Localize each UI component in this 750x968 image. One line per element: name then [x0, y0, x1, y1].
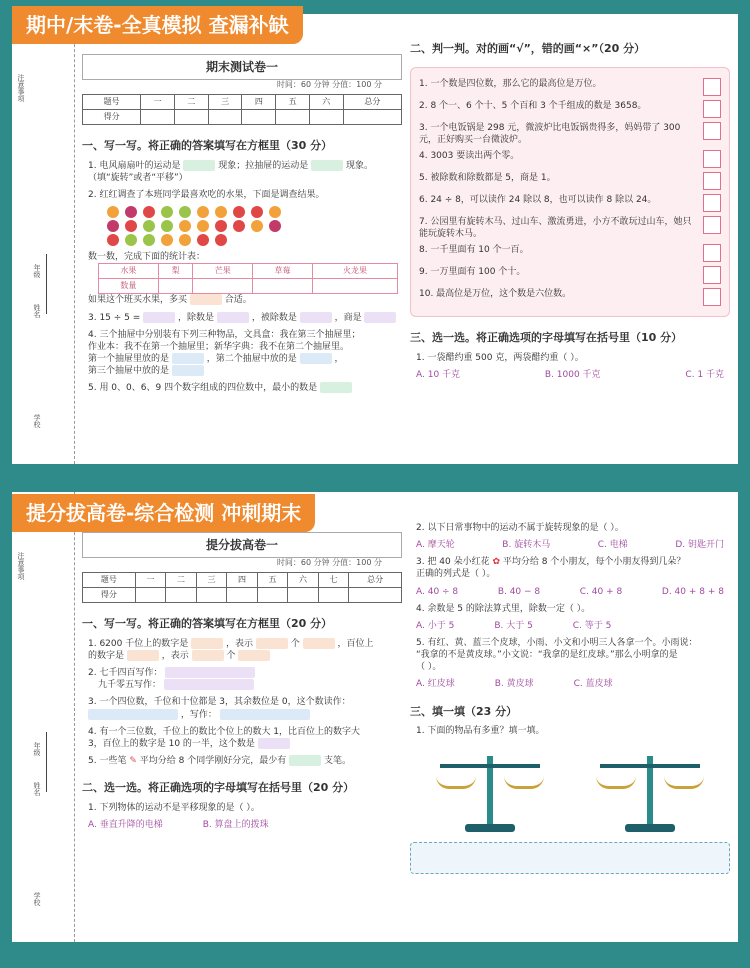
fruit-icon [215, 220, 227, 232]
question-text: 个 [226, 650, 236, 661]
binding-margin [12, 492, 75, 942]
judge-item [419, 122, 721, 146]
score-header-cell: 一 [135, 572, 166, 587]
fruit-icon [197, 234, 209, 246]
grade-label: 年级 [33, 742, 41, 756]
left-column [82, 492, 402, 836]
choice-option[interactable]: A. 小于 5 [416, 620, 455, 631]
fruit-row-label: 数量 [99, 279, 159, 294]
answer-blank[interactable] [220, 709, 310, 720]
answer-blank[interactable] [172, 365, 204, 376]
question-text: 个 [290, 638, 300, 649]
question-text: 现象。 [345, 160, 373, 171]
question-3 [88, 312, 402, 324]
margin-line [46, 254, 47, 314]
question-text: 2. 七千四百写作： [88, 668, 163, 679]
question-text: 第三个抽屉中放的是 [88, 366, 170, 377]
banner-top: 期中/末卷-全真模拟 查漏补缺 [12, 6, 303, 44]
score-header-cell: 总分 [349, 572, 402, 587]
score-table [82, 94, 402, 125]
score-cell[interactable] [257, 587, 288, 602]
question-text: 作业本：我不在第一个抽屉里；新华字典：我不在第二个抽屉里。 [88, 341, 350, 352]
question-text: 3. 15 ÷ 5 = [88, 312, 141, 323]
answer-blank[interactable] [289, 755, 321, 766]
choice-option[interactable]: B. 黄皮球 [494, 679, 534, 690]
score-header-cell: 四 [242, 94, 276, 109]
answer-blank[interactable] [303, 638, 335, 649]
question-text: ，第二个抽屉中放的是 [206, 353, 297, 364]
score-cell[interactable] [196, 587, 227, 602]
choice-option[interactable]: C. 40 + 8 [579, 586, 623, 597]
answer-blank[interactable] [127, 650, 159, 661]
score-cell[interactable] [276, 109, 310, 124]
fruit-icon [251, 220, 263, 232]
fruit-icon [233, 206, 245, 218]
choice-question-4: 4. 余数是 5 的除法算式里，除数一定（ ）。 [416, 603, 591, 614]
question-text: 5. 有红、黄、蓝三个皮球，小雨、小文和小明三人各拿一个。小雨说： [416, 637, 698, 648]
section-heading: 一、写一写。将正确的答案填写在方框里（20 分） [82, 616, 333, 630]
choice-option[interactable]: C. 电梯 [597, 540, 628, 551]
question-hint: （填“旋转”或者“平移”） [88, 172, 188, 183]
judge-text: 1. 一个数是四位数，那么它的最高位是万位。 [419, 78, 602, 89]
fruit-icon [179, 234, 191, 246]
fruit-icon [161, 206, 173, 218]
name-label: 姓名 [33, 304, 41, 318]
fruit-icon [269, 206, 281, 218]
pencil-icon: ✎ [129, 755, 137, 766]
fruit-icon [179, 206, 191, 218]
judge-text: 3. 一个电饭锅是 298 元，微波炉比电饭锅贵得多，妈妈带了 300 元，正好购买一台微波炉。 [419, 122, 681, 145]
right-column [410, 14, 730, 387]
question-text: 1. 电风扇扇叶的运动是 [88, 160, 181, 171]
judge-item [419, 288, 721, 306]
score-cell[interactable] [349, 587, 402, 602]
question-text: 平均分给 8 个小朋友，每个小朋友得到几朵？ [502, 557, 686, 568]
choice-option[interactable]: B. 大于 5 [494, 620, 533, 631]
fruit-icon [125, 220, 137, 232]
score-row-label: 得分 [83, 587, 136, 602]
fruit-icon [233, 220, 245, 232]
fruit-count-cell[interactable] [313, 279, 398, 294]
answer-blank[interactable] [300, 353, 332, 364]
choice-options [416, 539, 724, 551]
fruit-count-cell[interactable] [158, 279, 193, 294]
binding-margin [12, 14, 75, 464]
fruit-icon [215, 234, 227, 246]
question-4 [88, 329, 402, 378]
question-text: 数一数，完成下面的统计表： [88, 252, 206, 263]
answer-blank[interactable] [217, 312, 249, 323]
answer-blank[interactable] [164, 679, 254, 690]
answer-blank[interactable] [300, 312, 332, 323]
question-5 [88, 382, 402, 394]
answer-blank[interactable] [143, 312, 175, 323]
question-1 [88, 160, 402, 184]
scale-illustrations [410, 746, 730, 836]
question-text: ，表示 [161, 650, 189, 661]
answer-blank[interactable] [88, 709, 178, 720]
question-text: ，被除数是 [251, 312, 297, 323]
question-2 [88, 189, 402, 306]
judge-item [419, 78, 721, 96]
judge-item [419, 244, 721, 262]
choice-option[interactable]: D. 钥匙开门 [675, 540, 724, 551]
choice-option[interactable]: C. 等于 5 [572, 620, 612, 631]
choice-option[interactable]: A. 红皮球 [416, 679, 455, 690]
score-header-cell: 二 [175, 94, 209, 109]
fruit-icon [179, 220, 191, 232]
name-label: 姓名 [33, 782, 41, 796]
left-column [82, 14, 402, 399]
answer-blank[interactable] [190, 294, 222, 305]
exam-page-2 [12, 492, 738, 942]
question-text: 支笔。 [323, 755, 351, 766]
score-header-cell: 五 [257, 572, 288, 587]
answer-blank[interactable] [320, 382, 352, 393]
choice-options [416, 369, 724, 381]
question-text: 如果这个班买水果，多买 [88, 295, 188, 306]
answer-checkbox[interactable] [703, 150, 721, 168]
score-header-cell: 一 [141, 94, 175, 109]
fruit-icon [161, 234, 173, 246]
exam-meta: 时间：60 分钟 分值：100 分 [276, 558, 382, 568]
answer-checkbox[interactable] [703, 266, 721, 284]
score-header-cell: 题号 [83, 572, 136, 587]
question-3 [88, 696, 402, 720]
score-cell[interactable] [288, 587, 319, 602]
choice-option[interactable]: B. 40 − 8 [497, 586, 541, 597]
answer-checkbox[interactable] [703, 244, 721, 262]
fruit-icon [143, 234, 155, 246]
fruit-picture [104, 205, 284, 247]
score-header-cell: 二 [166, 572, 197, 587]
question-text: 5. 一些笔 [88, 755, 127, 766]
score-cell[interactable] [141, 109, 175, 124]
answer-checkbox[interactable] [703, 172, 721, 190]
judge-text: 7. 公园里有旋转木马、过山车、激流勇进，小方不敢玩过山车，她只能玩旋转木马。 [419, 217, 692, 240]
score-cell[interactable] [135, 587, 166, 602]
school-label: 学校 [33, 892, 41, 906]
section-heading: 二、选一选。将正确选项的字母填写在括号里（20 分） [82, 781, 355, 795]
question-text: 的数字是 [88, 650, 125, 661]
fruit-header-cell: 芒果 [193, 264, 253, 279]
score-header-cell: 总分 [343, 94, 401, 109]
answer-checkbox[interactable] [703, 78, 721, 96]
fruit-count-cell[interactable] [193, 279, 253, 294]
question-1 [88, 638, 402, 662]
choice-option[interactable]: C. 蓝皮球 [573, 679, 613, 690]
fruit-icon [107, 234, 119, 246]
choice-options [88, 819, 396, 831]
section-heading: 三、填一填（23 分） [410, 704, 518, 718]
fruit-icon [269, 220, 281, 232]
answer-checkbox[interactable] [703, 288, 721, 306]
choice-options [416, 678, 724, 690]
question-text: 4. 有一个三位数，千位上的数比个位上的数大 1，比百位上的数字大 [88, 726, 361, 737]
score-cell[interactable] [318, 587, 349, 602]
fruit-header-cell: 草莓 [253, 264, 313, 279]
question-text: ，写作： [180, 709, 217, 720]
choice-options [416, 620, 724, 632]
score-cell[interactable] [166, 587, 197, 602]
attention-label: 注意事项 [17, 552, 25, 580]
score-header-cell: 七 [318, 572, 349, 587]
answer-blank[interactable] [238, 650, 270, 661]
judge-text: 5. 被除数和除数都是 5，商是 1。 [419, 173, 556, 184]
choice-option[interactable]: A. 10 千克 [416, 370, 461, 381]
score-cell[interactable] [343, 109, 401, 124]
judge-item [419, 172, 721, 190]
question-text: 正确的列式是（ ）。 [416, 569, 496, 580]
choice-option[interactable]: B. 1000 千克 [544, 370, 601, 381]
grade-label: 年级 [33, 264, 41, 278]
choice-option[interactable]: B. 算盘上的拨珠 [202, 820, 269, 831]
choice-option[interactable]: A. 摩天轮 [416, 540, 455, 551]
question-text: ，除数是 [178, 312, 215, 323]
question-text: 九千零五写作： [98, 680, 162, 691]
banner-bottom: 提分拔高卷-综合检测 冲刺期末 [12, 494, 315, 532]
score-cell[interactable] [309, 109, 343, 124]
score-cell[interactable] [208, 109, 242, 124]
answer-checkbox[interactable] [703, 122, 721, 140]
judge-item [419, 194, 721, 212]
flower-icon: ✿ [492, 557, 501, 568]
question-text: 3. 一个四位数，千位和十位都是 3，其余数位是 0，这个数读作： [88, 697, 351, 708]
answer-box[interactable] [410, 842, 730, 874]
school-label: 学校 [33, 414, 41, 428]
choice-option[interactable]: C. 1 千克 [685, 370, 724, 381]
answer-checkbox[interactable] [703, 100, 721, 118]
fruit-icon [107, 206, 119, 218]
answer-blank[interactable] [256, 638, 288, 649]
answer-blank[interactable] [172, 353, 204, 364]
choice-question-1: 1. 下列物体的运动不是平移现象的是（ ）。 [88, 802, 260, 813]
question-text: 3，百位上的数字是 10 的一半，这个数是 [88, 738, 255, 749]
page-title: 提分拔高卷一 [82, 532, 402, 558]
judge-box [410, 67, 730, 318]
fruit-header-cell: 水果 [99, 264, 159, 279]
exam-page-1 [12, 14, 738, 464]
judge-text: 4. 3003 要读出两个零。 [419, 151, 520, 162]
score-cell[interactable] [227, 587, 258, 602]
answer-blank[interactable] [258, 738, 290, 749]
fruit-icon [197, 206, 209, 218]
answer-checkbox[interactable] [703, 194, 721, 212]
fruit-icon [161, 220, 173, 232]
judge-text: 9. 一万里面有 100 个十。 [419, 267, 526, 278]
question-text: 合适。 [224, 295, 252, 306]
fruit-icon [197, 220, 209, 232]
choice-options [416, 586, 724, 598]
fruit-table [98, 263, 398, 294]
answer-checkbox[interactable] [703, 216, 721, 234]
question-text: ，商是 [334, 312, 362, 323]
question-text: ，百位上 [337, 638, 374, 649]
score-header-cell: 三 [196, 572, 227, 587]
score-header-cell: 六 [288, 572, 319, 587]
score-header-cell: 五 [276, 94, 310, 109]
question-text: （ ）。 [416, 662, 442, 673]
judge-item [419, 100, 721, 118]
answer-blank[interactable] [191, 638, 223, 649]
choice-question-3 [416, 556, 730, 580]
score-header-cell: 三 [208, 94, 242, 109]
score-row-label: 得分 [83, 109, 141, 124]
balance-scale-icon [430, 746, 550, 836]
question-5 [88, 755, 402, 767]
question-text: ， [334, 353, 344, 364]
question-text: 4. 三个抽屉中分别装有下列三种物品，文具盒：我在第三个抽屉里； [88, 329, 361, 340]
answer-blank[interactable] [192, 650, 224, 661]
judge-text: 2. 8 个一、6 个十、5 个百和 3 个千组成的数是 3658。 [419, 100, 647, 111]
fruit-header-cell: 梨 [158, 264, 193, 279]
choice-option[interactable]: D. 40 + 8 + 8 [661, 586, 724, 597]
score-table [82, 572, 402, 603]
section-heading: 二、判一判。对的画“√”，错的画“×”（20 分） [410, 42, 646, 55]
score-header-cell: 四 [227, 572, 258, 587]
fruit-icon [107, 220, 119, 232]
score-cell[interactable] [175, 109, 209, 124]
judge-item [419, 266, 721, 284]
choice-option[interactable]: A. 40 ÷ 8 [416, 586, 459, 597]
score-cell[interactable] [242, 109, 276, 124]
judge-text: 8. 一千里面有 10 个一百。 [419, 245, 529, 256]
answer-blank[interactable] [364, 312, 396, 323]
choice-question-5 [416, 637, 730, 673]
fruit-icon [143, 220, 155, 232]
question-2 [88, 667, 402, 691]
question-text: “我拿的不是黄皮球。”小文说：“我拿的是红皮球。”那么小明拿的是 [416, 650, 678, 661]
balance-scale-icon [590, 746, 710, 836]
answer-blank[interactable] [311, 160, 343, 171]
question-text: 第一个抽屉里放的是 [88, 353, 170, 364]
fruit-icon [143, 206, 155, 218]
attention-label: 注意事项 [17, 74, 25, 102]
judge-item [419, 216, 721, 240]
question-4 [88, 726, 402, 750]
judge-item [419, 150, 721, 168]
fruit-icon [125, 234, 137, 246]
choice-question-2: 2. 以下日常事物中的运动不属于旋转现象的是（ ）。 [416, 523, 624, 533]
fruit-icon [215, 206, 227, 218]
judge-text: 6. 24 ÷ 8，可以读作 24 除以 8，也可以读作 8 除以 24。 [419, 195, 657, 206]
fruit-count-cell[interactable] [253, 279, 313, 294]
page-title: 期末测试卷一 [82, 54, 402, 80]
question-text: 5. 用 0、0、6、9 四个数字组成的四位数中，最小的数是 [88, 383, 318, 394]
section-heading: 一、写一写。将正确的答案填写在方框里（30 分） [82, 138, 333, 152]
fill-question-1: 1. 下面的物品有多重？填一填。 [416, 726, 545, 737]
right-column [410, 492, 730, 874]
fruit-header-cell: 火龙果 [313, 264, 398, 279]
fruit-icon [125, 206, 137, 218]
score-header-cell: 题号 [83, 94, 141, 109]
question-text: ，表示 [225, 638, 253, 649]
choice-question-1: 1. 一袋醋约重 500 克，两袋醋约重（ ）。 [416, 353, 584, 364]
score-header-cell: 六 [309, 94, 343, 109]
answer-blank[interactable] [183, 160, 215, 171]
question-text: 3. 把 40 朵小红花 [416, 557, 490, 568]
question-text: 现象；拉抽屉的运动是 [218, 160, 309, 171]
choice-option[interactable]: B. 旋转木马 [502, 540, 551, 551]
question-text: 平均分给 8 个同学刚好分完，最少有 [139, 755, 287, 766]
section-heading: 三、选一选。将正确选项的字母填写在括号里（10 分） [410, 331, 683, 345]
judge-text: 10. 最高位是万位，这个数是六位数。 [419, 289, 572, 300]
choice-option[interactable]: A. 垂直升降的电梯 [88, 820, 163, 831]
question-text: 2. 红红调查了本班同学最喜欢吃的水果，下面是调查结果。 [88, 190, 325, 201]
question-text: 1. 6200 千位上的数字是 [88, 638, 189, 649]
margin-line [46, 732, 47, 792]
exam-meta: 时间：60 分钟 分值：100 分 [276, 80, 382, 90]
fruit-icon [251, 206, 263, 218]
answer-blank[interactable] [165, 667, 255, 678]
